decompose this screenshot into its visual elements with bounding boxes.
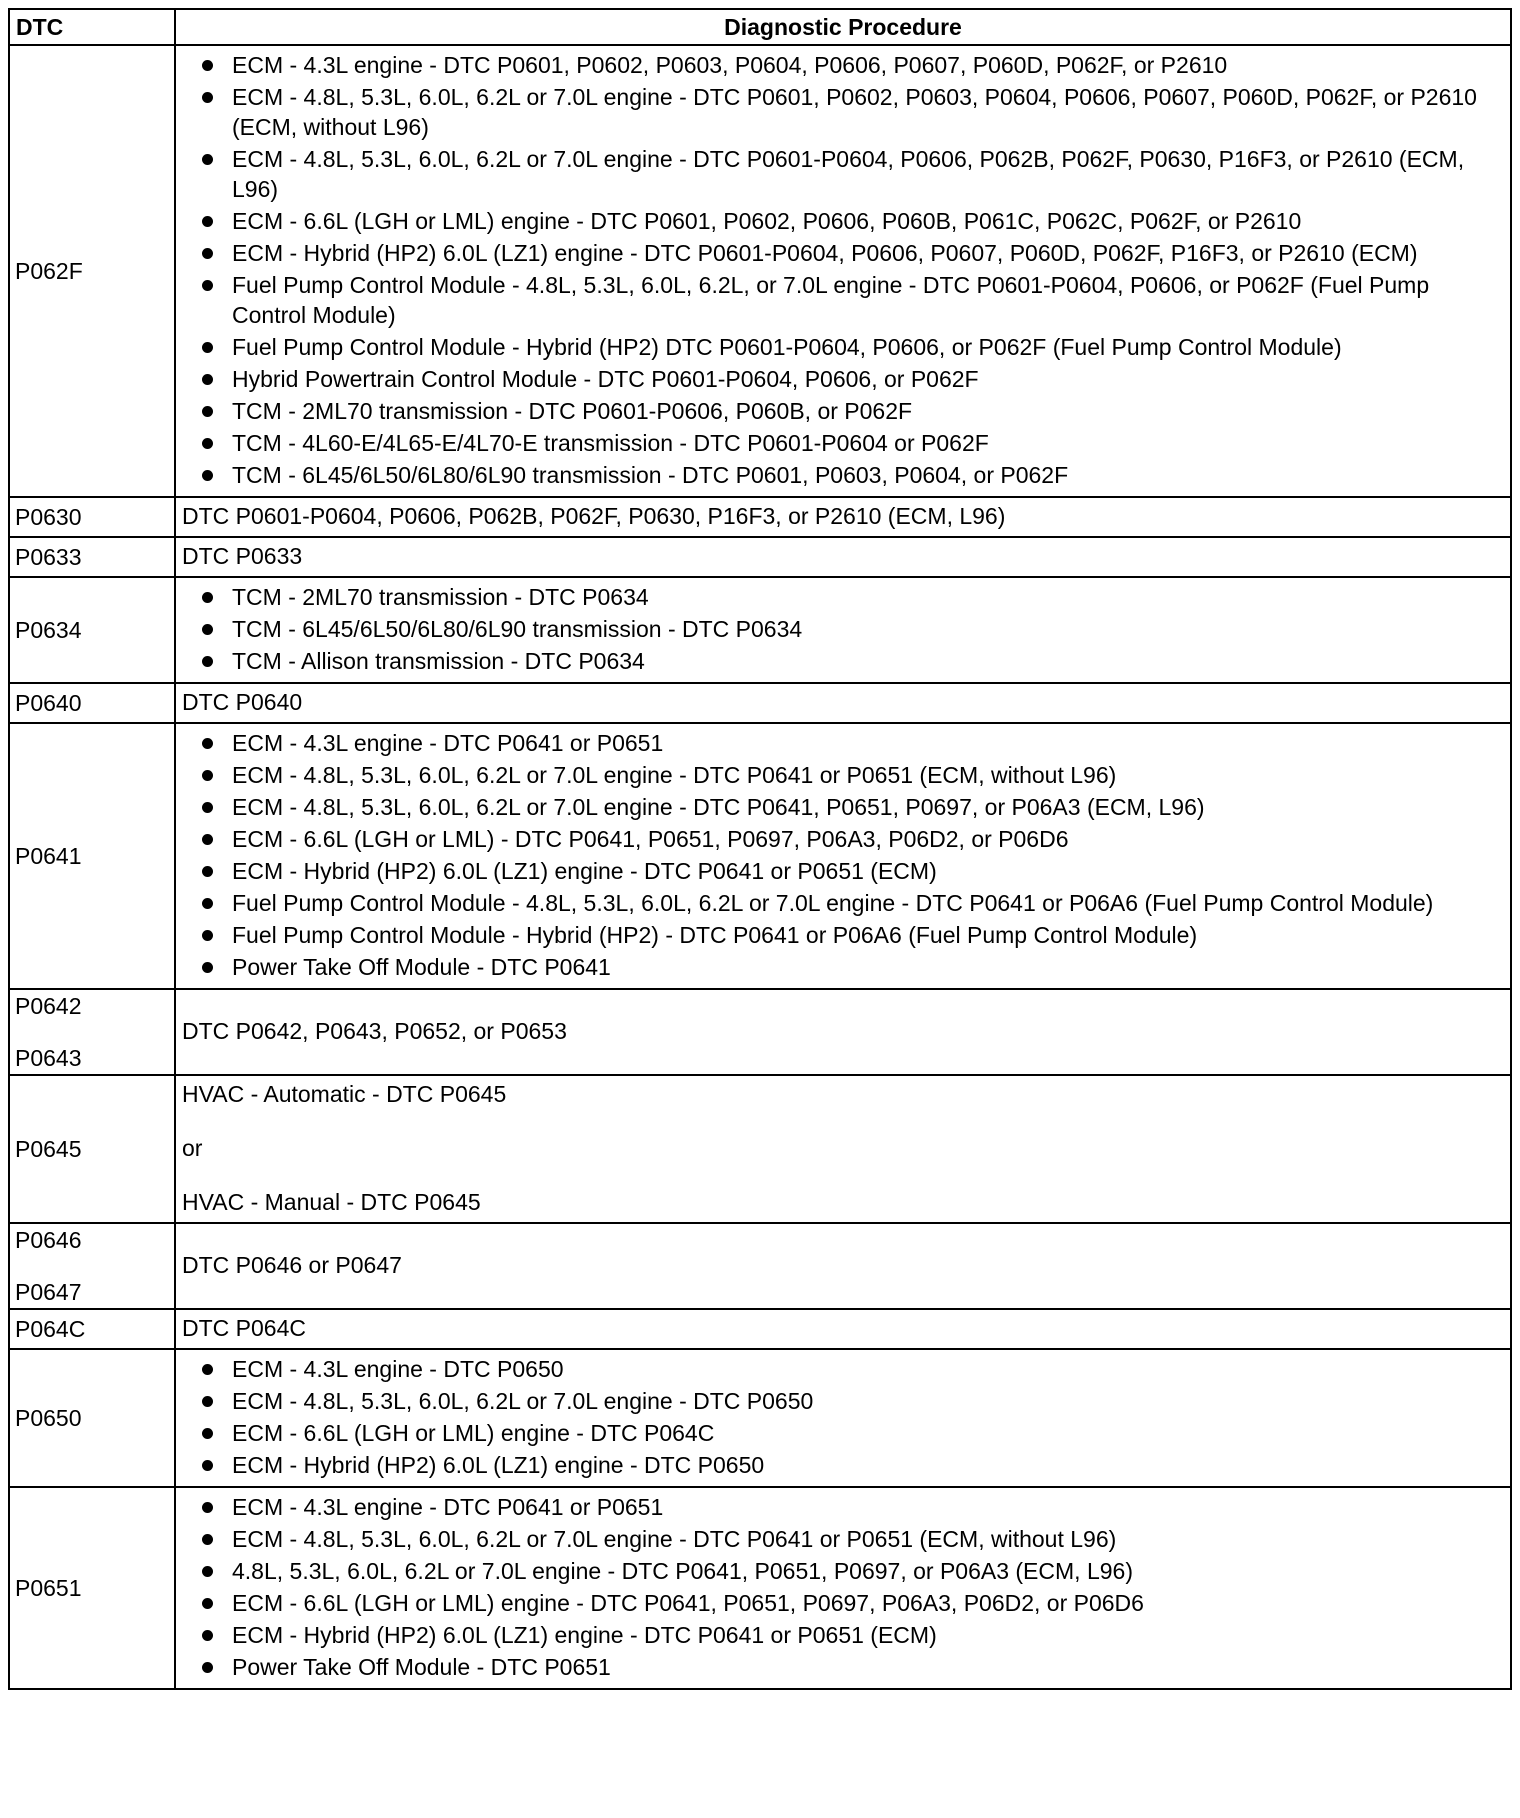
dtc-cell [9,683,175,723]
table-row [9,723,1511,989]
table-row [9,537,1511,577]
procedure-cell [175,537,1511,577]
procedure-cell [175,497,1511,537]
procedure-cell [175,989,1511,1075]
procedure-bullet-list [182,50,1504,490]
dtc-code: P0645 [15,1136,82,1162]
procedure-bullet-item: TCM - 2ML70 transmission - DTC P0634 [182,582,1504,612]
procedure-bullet-item: ECM - Hybrid (HP2) 6.0L (LZ1) engine - DTC P0641 or P0651 (ECM) [182,856,1504,886]
dtc-code: P0650 [15,1405,82,1431]
procedure-bullet-item: TCM - Allison transmission - DTC P0634 [182,646,1504,676]
procedure-bullet-item: ECM - 4.3L engine - DTC P0641 or P0651 [182,1492,1504,1522]
dtc-code: P064C [15,1316,86,1342]
dtc-cell [9,577,175,683]
dtc-code: P062F [15,258,83,284]
dtc-code: P0647 [15,1279,82,1305]
table-row [9,1349,1511,1487]
procedure-bullet-list [182,582,1504,676]
table-row [9,45,1511,497]
procedure-bullet-item: 4.8L, 5.3L, 6.0L, 6.2L or 7.0L engine - DTC P0641, P0651, P0697, or P06A3 (ECM, L96) [182,1556,1504,1586]
dtc-code: P0633 [15,544,82,570]
dtc-code: P0641 [15,843,82,869]
dtc-code: P0651 [15,1575,82,1601]
procedure-cell [175,1309,1511,1349]
procedure-bullet-item: ECM - Hybrid (HP2) 6.0L (LZ1) engine - DTC P0650 [182,1450,1504,1480]
dtc-cell [9,1487,175,1689]
procedure-cell [175,723,1511,989]
procedure-bullet-item: Fuel Pump Control Module - Hybrid (HP2) - DTC P0641 or P06A6 (Fuel Pump Control Module) [182,920,1504,950]
table-row [9,1309,1511,1349]
procedure-cell [175,1349,1511,1487]
procedure-cell [175,1223,1511,1309]
dtc-code: P0646 [15,1227,82,1253]
procedure-bullet-item: ECM - 6.6L (LGH or LML) engine - DTC P0601, P0602, P0606, P060B, P061C, P062C, P062F, or P2610 [182,206,1504,236]
procedure-bullet-item: ECM - 4.3L engine - DTC P0641 or P0651 [182,728,1504,758]
procedure-bullet-item: ECM - 6.6L (LGH or LML) - DTC P0641, P0651, P0697, P06A3, P06D2, or P06D6 [182,824,1504,854]
dtc-cell [9,989,175,1075]
header-row [9,9,1511,45]
table-row [9,497,1511,537]
dtc-table [8,8,1512,1690]
dtc-cell [9,1075,175,1223]
procedure-bullet-item: Power Take Off Module - DTC P0641 [182,952,1504,982]
dtc-cell [9,45,175,497]
procedure-bullet-item: ECM - Hybrid (HP2) 6.0L (LZ1) engine - DTC P0601-P0604, P0606, P0607, P060D, P062F, P16F3, or P2610 (ECM) [182,238,1504,268]
procedure-bullet-item: ECM - 4.8L, 5.3L, 6.0L, 6.2L or 7.0L engine - DTC P0641 or P0651 (ECM, without L96) [182,1524,1504,1554]
table-row [9,577,1511,683]
dtc-code: P0642 [15,993,82,1019]
dtc-cell [9,1309,175,1349]
procedure-text: DTC P064C [182,1315,306,1341]
procedure-cell [175,683,1511,723]
procedure-text: DTC P0633 [182,543,303,569]
table-row [9,1223,1511,1309]
procedure-bullet-item: ECM - 4.8L, 5.3L, 6.0L, 6.2L or 7.0L engine - DTC P0650 [182,1386,1504,1416]
procedure-cell [175,577,1511,683]
dtc-code: P0630 [15,504,82,530]
procedure-bullet-item: ECM - Hybrid (HP2) 6.0L (LZ1) engine - DTC P0641 or P0651 (ECM) [182,1620,1504,1650]
procedure-bullet-item: TCM - 6L45/6L50/6L80/6L90 transmission - DTC P0601, P0603, P0604, or P062F [182,460,1504,490]
procedure-bullet-list [182,1354,1504,1480]
table-row [9,1075,1511,1223]
procedure-bullet-item: ECM - 4.8L, 5.3L, 6.0L, 6.2L or 7.0L engine - DTC P0641, P0651, P0697, or P06A3 (ECM, L96) [182,792,1504,822]
procedure-bullet-item: ECM - 4.3L engine - DTC P0650 [182,1354,1504,1384]
procedure-text: DTC P0642, P0643, P0652, or P0653 [182,1018,567,1044]
procedure-bullet-item: ECM - 6.6L (LGH or LML) engine - DTC P0641, P0651, P0697, P06A3, P06D2, or P06D6 [182,1588,1504,1618]
procedure-bullet-item: Fuel Pump Control Module - Hybrid (HP2) DTC P0601-P0604, P0606, or P062F (Fuel Pump Control Module) [182,332,1504,362]
dtc-column-header: DTC [9,9,175,45]
procedure-bullet-item: Power Take Off Module - DTC P0651 [182,1652,1504,1682]
procedure-bullet-item: ECM - 4.8L, 5.3L, 6.0L, 6.2L or 7.0L engine - DTC P0601, P0602, P0603, P0604, P0606, P0607, P060D, P062F, or P2610 (ECM, without L96) [182,82,1504,142]
table-row [9,683,1511,723]
procedure-cell [175,45,1511,497]
procedure-bullet-item: Fuel Pump Control Module - 4.8L, 5.3L, 6.0L, 6.2L or 7.0L engine - DTC P0641 or P06A6 (Fuel Pump Control Module) [182,888,1504,918]
dtc-cell [9,1223,175,1309]
procedure-bullet-list [182,728,1504,982]
procedure-paragraph: HVAC - Manual - DTC P0645 [182,1189,481,1215]
procedure-text: DTC P0601-P0604, P0606, P062B, P062F, P0630, P16F3, or P2610 (ECM, L96) [182,503,1006,529]
procedure-cell [175,1075,1511,1223]
procedure-bullet-item: TCM - 2ML70 transmission - DTC P0601-P0606, P060B, or P062F [182,396,1504,426]
procedure-paragraph: HVAC - Automatic - DTC P0645 [182,1081,507,1107]
dtc-cell [9,1349,175,1487]
dtc-cell [9,537,175,577]
procedure-bullet-item: Hybrid Powertrain Control Module - DTC P0601-P0604, P0606, or P062F [182,364,1504,394]
dtc-code: P0634 [15,617,82,643]
procedure-cell [175,1487,1511,1689]
dtc-code: P0643 [15,1045,82,1071]
procedure-text: DTC P0640 [182,689,303,715]
procedure-bullet-item: Fuel Pump Control Module - 4.8L, 5.3L, 6.0L, 6.2L, or 7.0L engine - DTC P0601-P0604, P0606, or P062F (Fuel Pump Control Module) [182,270,1504,330]
procedure-bullet-item: ECM - 4.8L, 5.3L, 6.0L, 6.2L or 7.0L engine - DTC P0601-P0604, P0606, P062B, P062F, P0630, P16F3, or P2610 (ECM, L96) [182,144,1504,204]
procedure-text: DTC P0646 or P0647 [182,1252,402,1278]
procedure-bullet-item: TCM - 4L60-E/4L65-E/4L70-E transmission - DTC P0601-P0604 or P062F [182,428,1504,458]
procedure-bullet-list [182,1492,1504,1682]
dtc-code: P0640 [15,690,82,716]
dtc-cell [9,497,175,537]
procedure-bullet-item: ECM - 4.3L engine - DTC P0601, P0602, P0603, P0604, P0606, P0607, P060D, P062F, or P2610 [182,50,1504,80]
procedure-bullet-item: ECM - 6.6L (LGH or LML) engine - DTC P064C [182,1418,1504,1448]
procedure-bullet-item: ECM - 4.8L, 5.3L, 6.0L, 6.2L or 7.0L engine - DTC P0641 or P0651 (ECM, without L96) [182,760,1504,790]
procedure-column-header: Diagnostic Procedure [175,9,1511,45]
procedure-bullet-item: TCM - 6L45/6L50/6L80/6L90 transmission - DTC P0634 [182,614,1504,644]
dtc-cell [9,723,175,989]
table-row [9,1487,1511,1689]
procedure-paragraph: or [182,1135,203,1161]
table-row [9,989,1511,1075]
table-body [9,45,1511,1689]
